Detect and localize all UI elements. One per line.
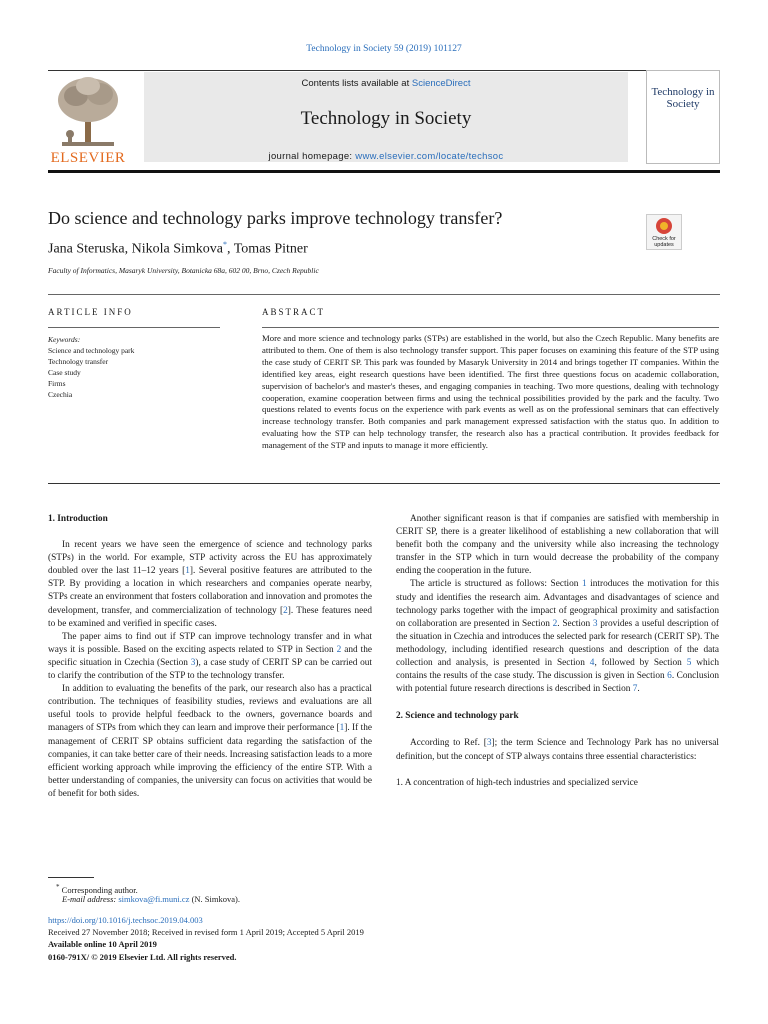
email-label: E-mail address: (62, 894, 119, 904)
email-line (62, 894, 240, 906)
homepage-link[interactable]: www.elsevier.com/locate/techsoc (355, 151, 504, 162)
list-item: 1. A concentration of high-tech industries and specialized service (396, 777, 638, 788)
cover-title: Technology in Society (651, 86, 715, 110)
paragraph: In addition to evaluating the benefits of the park, our research also has a practical contribution. The techniques of feasibility studies, reviews and evaluations are all useful tools to provide helpful feedback to the owners, governance boards and managers of STPs from which they can learn and improve their performance [1]. If the management of CERIT SP obtains sufficient data regarding the satisfaction of the companies, it can take better care of their needs. Increasing satisfaction leads to a more efficient working approach while improving the efficiency of the entire STP. With a better understanding of companies, the university can focus on activities that would be of benefit for both sides. (48, 684, 373, 799)
sciencedirect-link[interactable]: ScienceDirect (411, 78, 471, 89)
authors-rest: , Tomas Pitner (226, 241, 308, 257)
homepage-line (144, 151, 628, 162)
section-link[interactable]: 2 (552, 618, 558, 629)
check-updates-label: Check for updates (652, 236, 676, 248)
abstract-bottom-rule (48, 483, 720, 484)
header-thick-rule (48, 170, 720, 173)
paragraph: Another significant reason is that if companies are satisfied with membership in CERIT SP, there is a greater likelihood of establishing a new collaboration that will benefit both the company and the university while also increasing the technology transfer in the STP which in turn would decrease the probability of the company ending the cooperation in the future. (396, 514, 719, 577)
homepage-prefix: journal homepage: (268, 151, 356, 162)
paragraph: The article is structured as follows: Section 1 introduces the motivation for this study and identifies the research aim. Advantages and disadvantages of science and technology parks together with the impact of geographical proximity and satisfaction on collaboration are presented in Section 2. Section 3 provides a useful description of the situation in Czechia and introduces the selected park for research (CERIT SP). The methodology, including identified research questions and description of the data collection and analysis, is presented in Section 4, followed by Section 5 which contains the results of the case study. The discussion is given in Section 6. Conclusion with potential future research directions is described in Section 7. (396, 579, 720, 695)
section-link[interactable]: 3 (190, 657, 196, 668)
keyword-item: Science and technology park (48, 346, 135, 355)
keyword-item: Case study (48, 368, 81, 377)
reference-link[interactable]: 1 (185, 566, 190, 577)
keywords-block (48, 334, 220, 400)
section-link[interactable]: 2 (336, 644, 342, 655)
section-link[interactable]: 1 (581, 579, 587, 590)
corresponding-author-mark[interactable]: * (222, 240, 227, 249)
author-list (48, 240, 308, 258)
affiliation: Faculty of Informatics, Masaryk University, Botanicka 68a, 602 00, Brno, Czech Republic (48, 266, 319, 275)
journal-cover-thumbnail[interactable] (646, 70, 720, 164)
authors-main: Jana Steruska, Nikola Simkova (48, 241, 223, 257)
footnote-label: Corresponding author. (59, 884, 138, 895)
abstract-rule (262, 327, 719, 328)
journal-reference[interactable]: Technology in Society 59 (2019) 101127 (306, 44, 462, 54)
available-online: Available online 10 April 2019 (48, 939, 157, 949)
left-column (48, 513, 372, 801)
paragraph: The paper aims to find out if STP can improve technology transfer and in what ways it is possible. Based on the exciting aspects related to STP in Section 2 and the specific situation in Czechia (Section 3), a case study of CERIT SP can be carried out to clarify the contribution of the STP to the technology transfer. (48, 631, 373, 682)
reference-link[interactable]: 1 (339, 723, 345, 734)
check-updates-icon-inner (660, 222, 668, 230)
footnote-mark: * (56, 883, 60, 891)
paragraph: In recent years we have seen the emergence of science and technology parks (STPs) in the world. For example, STP activity across the EU has approximately doubled over the last 11–12 years [1]. Several positive features are attributed to the STP. By providing a location in which researchers and companies operate nearby, STPs create an environment that fosters collaboration and innovation and promotes the development, transfer, and commercialization of technology [2]. These features need to be examined and verified in specific cases. (48, 540, 372, 629)
reference-link[interactable]: 3 (486, 738, 492, 749)
section-link[interactable]: 6 (667, 671, 672, 682)
contents-prefix: Contents lists available at (301, 78, 412, 89)
section-2-heading: 2. Science and technology park (396, 711, 519, 722)
keyword-item: Czechia (48, 390, 73, 399)
elsevier-wordmark: ELSEVIER (50, 150, 126, 166)
footnote-rule (48, 877, 94, 878)
doi-link[interactable]: https://doi.org/10.1016/j.techsoc.2019.04.003 (48, 915, 203, 925)
article-info-heading: ARTICLE INFO (48, 307, 133, 317)
section-link[interactable]: 5 (686, 658, 692, 669)
email-link[interactable]: simkova@fi.muni.cz (118, 894, 190, 904)
section-link[interactable]: 7 (632, 684, 638, 695)
abstract-heading: ABSTRACT (262, 307, 326, 317)
email-suffix: (N. Simkova). (189, 894, 240, 904)
reference-link[interactable]: 2 (283, 605, 288, 616)
section-rule (48, 294, 720, 295)
header-rule (48, 70, 720, 71)
keyword-item: Firms (48, 379, 66, 388)
contents-line (144, 78, 628, 89)
paragraph: According to Ref. [3]; the term Science and Technology Park has no universal definition, but the concept of STP always contains three essential characteristics: (396, 738, 719, 762)
section-link[interactable]: 3 (592, 618, 598, 629)
keywords-label: Keywords: (48, 335, 81, 344)
right-column (396, 513, 719, 790)
section-link[interactable]: 4 (589, 658, 595, 669)
keyword-item: Technology transfer (48, 357, 109, 366)
article-info-rule (48, 327, 220, 328)
article-title: Do science and technology parks improve technology transfer? (48, 208, 503, 228)
journal-title: Technology in Society (300, 108, 472, 129)
received-dates: Received 27 November 2018; Received in revised form 1 April 2019; Accepted 5 April 2019 (48, 927, 364, 937)
abstract-text: More and more science and technology parks (STPs) are established in the world, but also the Czech Republic. Many benefits are attributed to them. One of them is also technology transfer support. This paper focuses on examining this feature of the STP using the case study of CERIT SP. This park was founded by Masaryk University in 2014 and brings together IT companies. Within the identified key areas, eight research questions have been identified. The first three questions focus on academic collaboration, supervision of bachelor's and master's theses, and engaging companies in teaching. Two more questions, dealing with technology cooperation, examine cooperation between firms and using the technical possibilities provided by the park and the faculty. Two questions related to events focus on the experience with park events as well as on the professional seminars that can effectively increase technology transfer. Both companies and park management expressed satisfaction with the status quo. In addition to evaluating how the STP can help technology transfer, the research also has a practical contribution. It provides feedback for management of the STP and inputs to manage it more efficiently. (262, 333, 719, 451)
section-1-heading: 1. Introduction (48, 514, 108, 524)
copyright: 0160-791X/ © 2019 Elsevier Ltd. All rights reserved. (48, 952, 237, 962)
